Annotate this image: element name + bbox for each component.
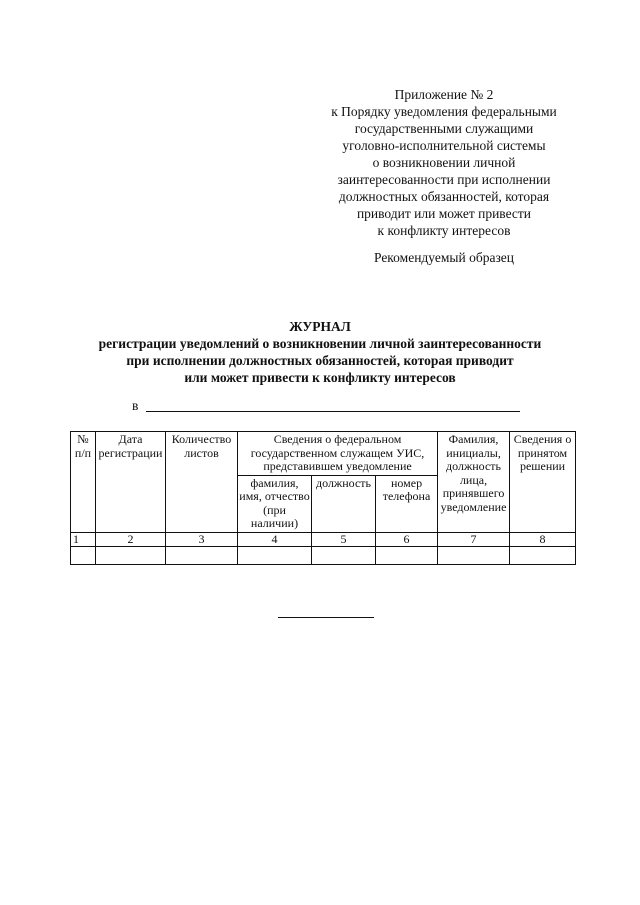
bottom-rule — [278, 617, 374, 618]
table-cell — [312, 546, 376, 564]
column-number: 4 — [238, 532, 312, 546]
journal-subtitle-line: при исполнении должностных обязанностей, которая приводит — [126, 353, 514, 368]
in-label: в — [132, 398, 139, 413]
table-cell — [376, 546, 438, 564]
column-number: 1 — [71, 532, 96, 546]
column-number: 3 — [166, 532, 238, 546]
header-phone: номер телефона — [376, 475, 438, 532]
table-header-row — [71, 432, 576, 476]
appendix-line: к Порядку уведомления федеральными — [331, 104, 557, 119]
column-number: 2 — [96, 532, 166, 546]
appendix-line: приводит или может привести — [356, 206, 532, 221]
journal-title-block — [60, 318, 580, 386]
appendix-block — [296, 86, 592, 239]
journal-subtitle-line: регистрации уведомлений о возникновении личной заинтересованности — [98, 336, 542, 351]
column-number-row — [71, 532, 576, 546]
header-fio: фамилия, имя, отчество (при наличии) — [239, 475, 310, 530]
appendix-line: Приложение № 2 — [394, 87, 494, 102]
appendix-line: уголовно-исполнительной системы — [342, 138, 546, 153]
table-cell — [438, 546, 510, 564]
journal-subtitle-line: или может привести к конфликту интересов — [184, 370, 456, 385]
appendix-line: к конфликту интересов — [377, 223, 511, 238]
header-position: должность — [312, 475, 376, 532]
header-sheets: Количество листов — [166, 432, 238, 533]
table-cell — [71, 546, 96, 564]
column-number: 8 — [510, 532, 576, 546]
table-cell — [238, 546, 312, 564]
header-date: Дата регистрации — [96, 432, 166, 533]
column-number: 6 — [376, 532, 438, 546]
appendix-line: должностных обязанностей, которая — [338, 189, 550, 204]
sample-label: Рекомендуемый образец — [373, 250, 514, 265]
table-cell — [96, 546, 166, 564]
journal-table — [70, 431, 576, 565]
column-number: 7 — [438, 532, 510, 546]
journal-title: ЖУРНАЛ — [289, 319, 351, 334]
column-number: 5 — [312, 532, 376, 546]
header-num: № п/п — [71, 432, 96, 533]
appendix-line: заинтересованности при исполнении — [337, 172, 551, 187]
table-cell — [166, 546, 238, 564]
table-row — [71, 546, 576, 564]
header-employee-group: Сведения о федеральном государственном служащем УИС, представившем уведомление — [238, 432, 438, 476]
header-receiver: Фамилия, инициалы, должность лица, принявшего уведомление — [438, 432, 510, 533]
appendix-line: о возникновении личной — [372, 155, 516, 170]
header-decision: Сведения о принятом решении — [510, 432, 576, 533]
appendix-line: государственными служащими — [354, 121, 534, 136]
organization-blank-line — [146, 411, 520, 412]
table-cell — [510, 546, 576, 564]
